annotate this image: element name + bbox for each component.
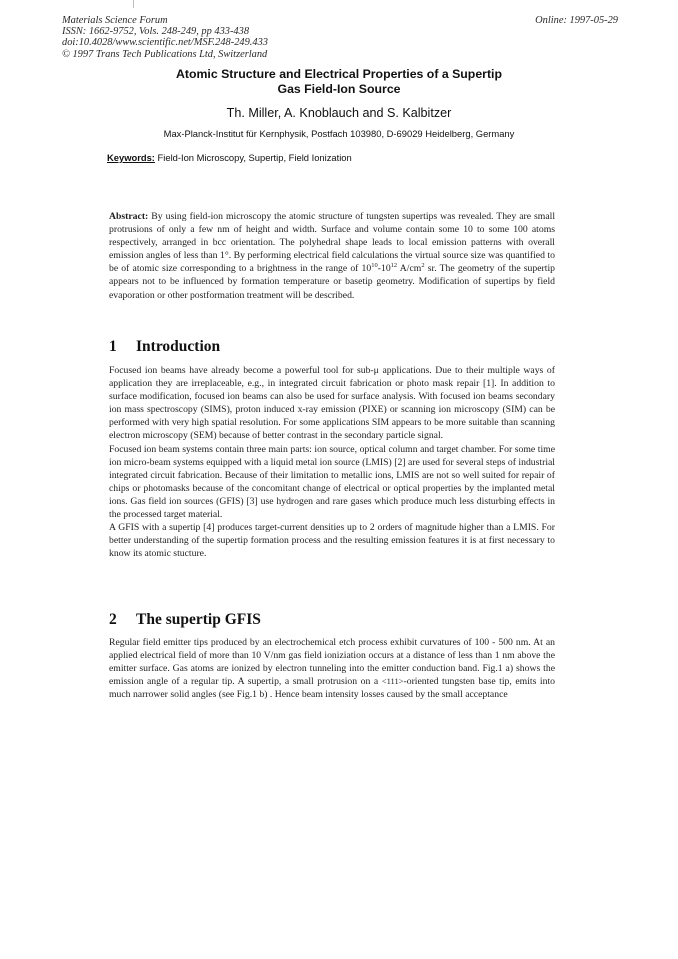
abstract-text-4: sr. The geometry of the supertip appears not to be influenced by formation temperature or basetip geometry. Modification of supertips by field evaporation or other postformation treatment will be described. <box>109 263 555 301</box>
orientation-index: <111> <box>381 676 404 687</box>
section-number: 1 <box>109 338 117 355</box>
introduction-body <box>109 364 555 560</box>
doi-line: doi:10.4028/www.scientific.net/MSF.248-249.433 <box>62 37 268 49</box>
intro-paragraph-1: Focused ion beams have already become a powerful tool for sub-μ applications. Due to their multiple ways of application they are irreplaceable, e.g., in integrated circuit fabrication or photo mask repair [1]. In addition to surface modification, focused ion beams can also be used for surface analysis. With focused ion beams secondary ion mass spectroscopy (SIMS), proton induced x-ray emission (PIXE) or scanning ion microscopy (SIM) can be performed with very high spatial resolution. For some applications SIM appears to be more suitable than scanning electron microscopy (SEM) because of better contrast in the secondary particle signal. <box>109 365 555 442</box>
section-heading-supertip <box>109 611 261 629</box>
keywords-text: Field-Ion Microscopy, Supertip, Field Ionization <box>157 152 352 163</box>
journal-name: Materials Science Forum <box>62 15 168 26</box>
abstract-exp-3: 2 <box>421 262 425 270</box>
copyright-line: © 1997 Trans Tech Publications Ltd, Switzerland <box>62 48 268 60</box>
online-date: Online: 1997-05-29 <box>535 15 618 26</box>
abstract-text-1: By using field-ion microscopy the atomic structure of tungsten supertips was revealed. They are small protrusions of only a few nm of height and width. Surface and volume contain some 10 to some 100 atoms respectively, arranged in bcc orientation. The polyhedral shape leads to local emission patterns with overall emission angles of less than 1°. By performing electrical field calculations the virtual source size was quantified to be of atomic size corresponding to a brightness in the range of 10 <box>109 211 556 275</box>
intro-paragraph-2: Focused ion beam systems contain three main parts: ion source, optical column and target chamber. For some time ion micro-beam systems equipped with a liquid metal ion source (LMIS) [2] are used for several steps of industrial integrated circuit fabrication. Because of their limitation to metallic ions, LMIS are not so well suited for repair of chips or photomasks because of the concomitant change of electrical or optical properties by the implanted metal ions. Gas field ion sources (GFIS) [3] use hydrogen and rare gases which produce much less disturbing effects in the processed target material. <box>109 443 555 521</box>
abstract <box>109 210 555 302</box>
scan-mark <box>133 0 134 8</box>
keywords <box>107 152 352 163</box>
issn-line: ISSN: 1662-9752, Vols. 248-249, pp 433-438 <box>62 26 250 38</box>
supertip-text-2: -oriented tungsten base tip, emits into much narrower solid angles (see Fig.1 b) . Hence beam intensity losses caused by the small acceptance <box>109 676 556 701</box>
supertip-body <box>109 636 555 701</box>
section-heading-introduction <box>109 338 220 356</box>
journal-header <box>62 15 618 60</box>
title-line-2: Gas Field-Ion Source <box>277 81 401 96</box>
section-title: The supertip GFIS <box>136 611 261 628</box>
paper-title <box>80 67 598 96</box>
keywords-label: Keywords: <box>107 152 155 163</box>
abstract-text-2: -10 <box>377 263 391 275</box>
section-title: Introduction <box>136 338 221 355</box>
section-number: 2 <box>109 611 117 628</box>
supertip-text-1: Regular field emitter tips produced by an electrochemical etch process exhibit curvatures of 100 - 500 nm. At an applied electrical field of more than 10 V/nm gas field ioniziation occurs at a distance of less than 1 nm above the emitter surface. Gas atoms are ionized by electron tunneling into the emitter conduction band. Fig.1 a) shows the emission angle of a regular tip. A supertip, a small protrusion on a <box>109 637 555 688</box>
intro-paragraph-3: A GFIS with a supertip [4] produces target-current densities up to 2 orders of magnitude higher than a LMIS. For better understanding of the supertip formation process and the resulting emission features it is at first necessary to know its atomic stucture. <box>109 522 555 560</box>
abstract-text-3: A/cm <box>397 263 422 275</box>
abstract-label: Abstract: <box>109 211 149 222</box>
abstract-exp-1: 10 <box>371 262 378 270</box>
title-line-1: Atomic Structure and Electrical Properties of a Supertip <box>176 67 502 81</box>
authors: Th. Miller, A. Knoblauch and S. Kalbitzer <box>226 106 452 120</box>
abstract-exp-2: 12 <box>390 262 398 270</box>
affiliation: Max-Planck-Institut für Kernphysik, Postfach 103980, D-69029 Heidelberg, Germany <box>163 128 515 139</box>
